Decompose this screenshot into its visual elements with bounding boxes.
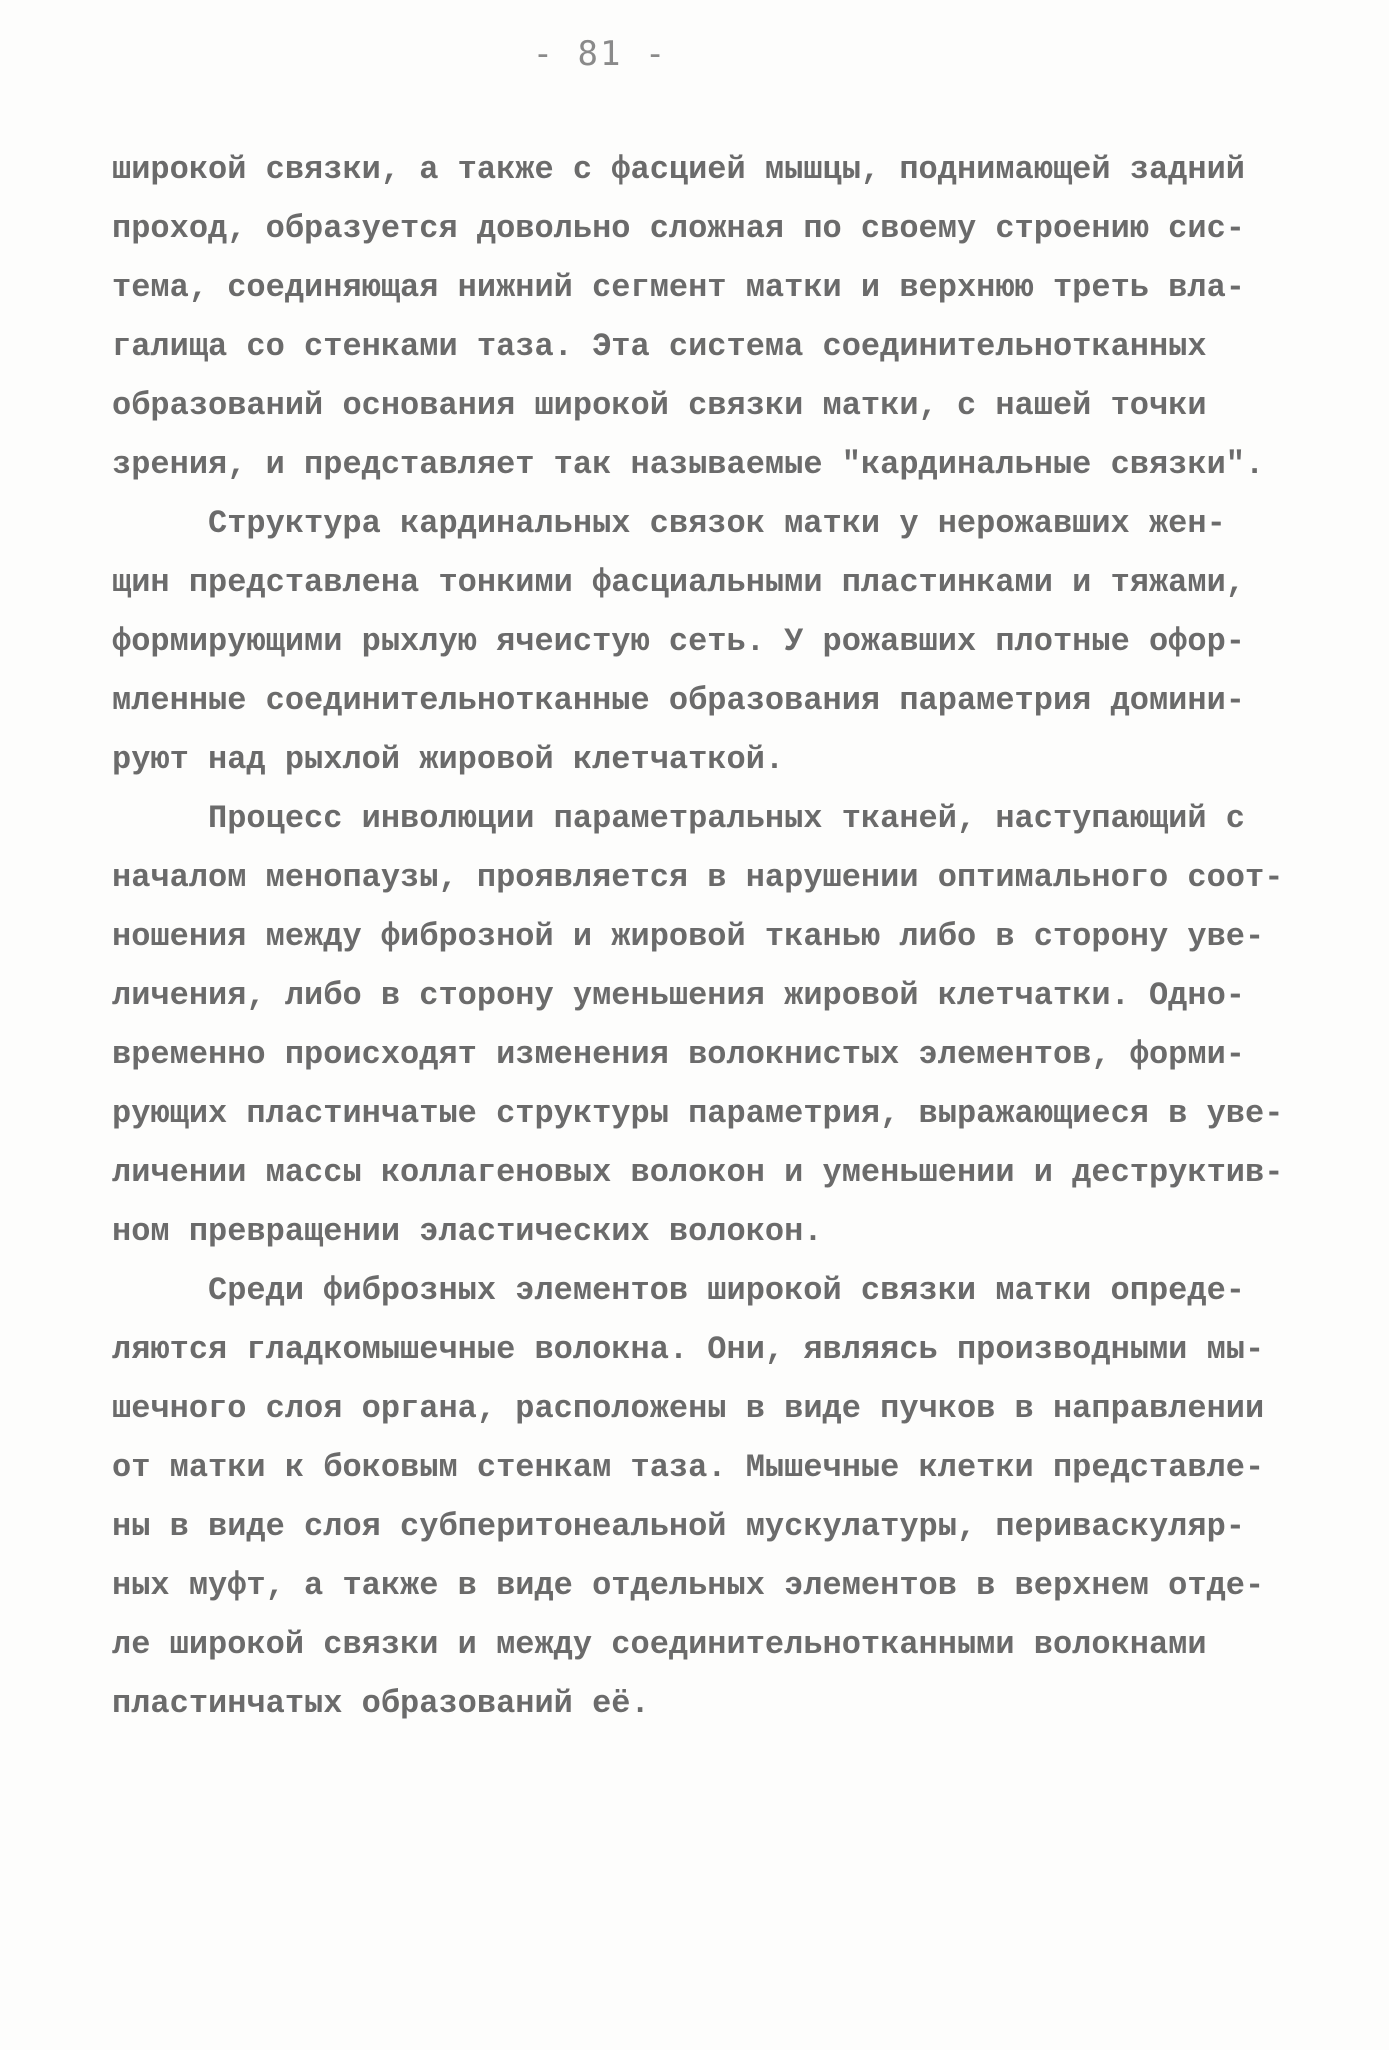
text-line: зрения, и представляет так называемые "кардинальные связки". bbox=[112, 446, 1265, 483]
text-line: руют над рыхлой жировой клетчаткой. bbox=[112, 741, 785, 778]
text-line: личения, либо в сторону уменьшения жировой клетчатки. Одно- bbox=[112, 977, 1245, 1014]
text-line: широкой связки, а также с фасцией мышцы, поднимающей задний bbox=[112, 151, 1245, 188]
text-line: мленные соединительнотканные образования параметрия домини- bbox=[112, 682, 1245, 719]
text-line: личении массы коллагеновых волокон и уменьшении и деструктив- bbox=[112, 1154, 1284, 1191]
text-line: формирующими рыхлую ячеистую сеть. У рожавших плотные офор- bbox=[112, 623, 1245, 660]
text-line: ном превращении эластических волокон. bbox=[112, 1213, 823, 1250]
paragraph-4 bbox=[112, 1261, 1302, 1733]
paragraph-1 bbox=[112, 140, 1302, 494]
text-line: шечного слоя органа, расположены в виде пучков в направлении bbox=[112, 1390, 1265, 1427]
text-line: галища со стенками таза. Эта система соединительнотканных bbox=[112, 328, 1207, 365]
text-line: пластинчатых образований её. bbox=[112, 1685, 650, 1722]
paragraph-3 bbox=[112, 789, 1302, 1261]
text-line: от матки к боковым стенкам таза. Мышечные клетки представле- bbox=[112, 1449, 1265, 1486]
text-line: началом менопаузы, проявляется в нарушении оптимального соот- bbox=[112, 859, 1284, 896]
page-number: - 81 - bbox=[532, 34, 668, 74]
text-line: Среди фиброзных элементов широкой связки матки опреде- bbox=[208, 1272, 1245, 1309]
text-line: проход, образуется довольно сложная по своему строению сис- bbox=[112, 210, 1245, 247]
text-line: ле широкой связки и между соединительнотканными волокнами bbox=[112, 1626, 1207, 1663]
text-line: Структура кардинальных связок матки у нерожавших жен- bbox=[208, 505, 1226, 542]
text-line: Процесс инволюции параметральных тканей, наступающий с bbox=[208, 800, 1245, 837]
text-line: ны в виде слоя субперитонеальной мускулатуры, периваскуляр- bbox=[112, 1508, 1245, 1545]
text-line: ляются гладкомышечные волокна. Они, являясь производными мы- bbox=[112, 1331, 1265, 1368]
text-line: тема, соединяющая нижний сегмент матки и верхнюю треть вла- bbox=[112, 269, 1245, 306]
text-line: образований основания широкой связки матки, с нашей точки bbox=[112, 387, 1207, 424]
text-line: ношения между фиброзной и жировой тканью либо в сторону уве- bbox=[112, 918, 1265, 955]
document-body bbox=[112, 140, 1302, 1733]
paragraph-2 bbox=[112, 494, 1302, 789]
text-line: рующих пластинчатые структуры параметрия, выражающиеся в уве- bbox=[112, 1095, 1284, 1132]
text-line: щин представлена тонкими фасциальными пластинками и тяжами, bbox=[112, 564, 1245, 601]
text-line: ных муфт, а также в виде отдельных элементов в верхнем отде- bbox=[112, 1567, 1265, 1604]
text-line: временно происходят изменения волокнистых элементов, форми- bbox=[112, 1036, 1245, 1073]
